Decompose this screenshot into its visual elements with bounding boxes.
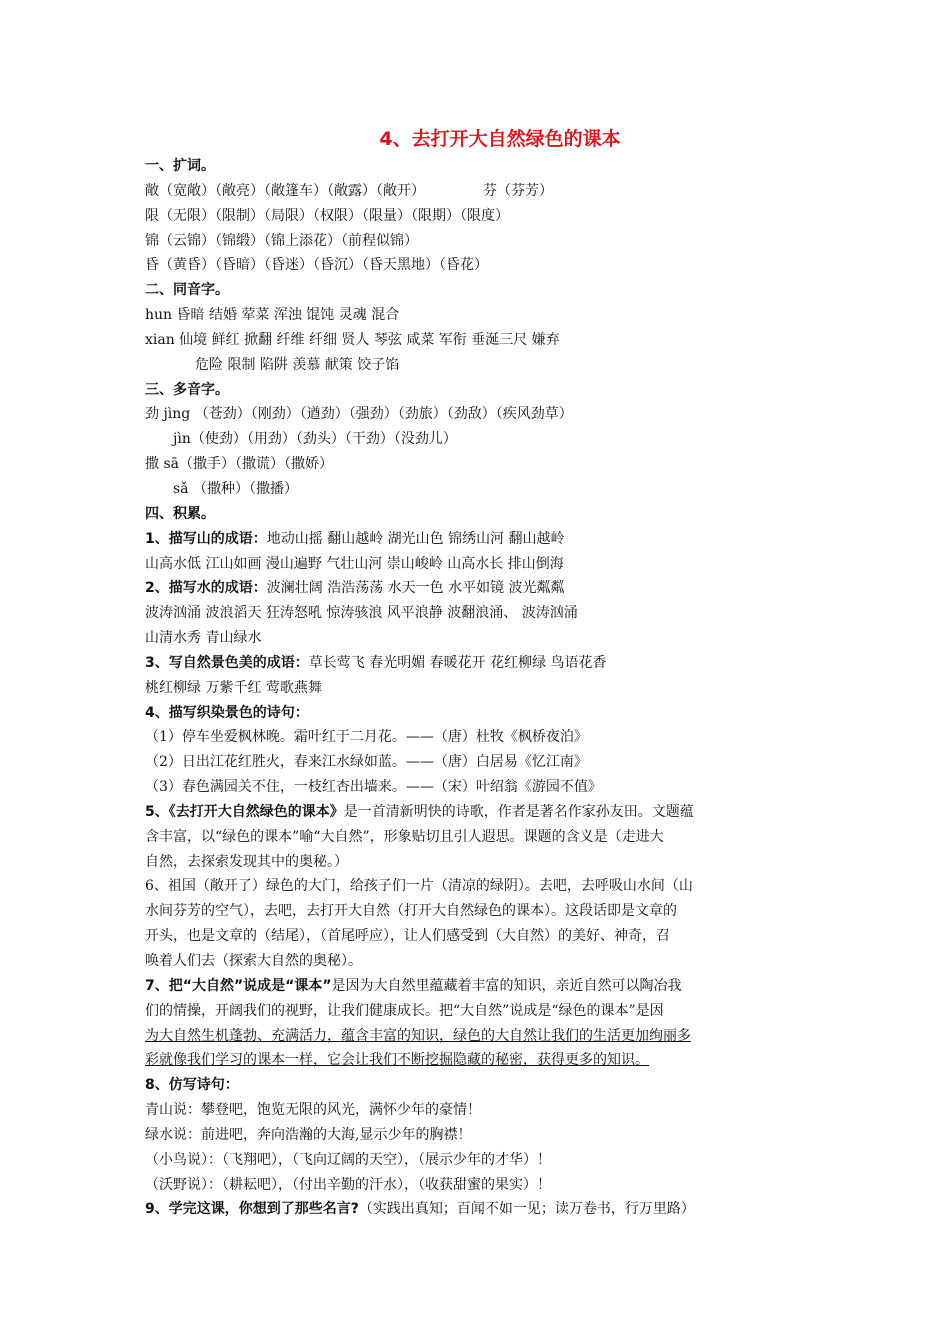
text-line: 5、《去打开大自然绿色的课本》是一首清新明快的诗歌，作者是著名作家孙友田。文题蕴	[145, 803, 694, 820]
text-line: 波涛汹涌 波浪滔天 狂涛怒吼 惊涛骇浪 风平浪静 波翻浪涌、 波涛汹涌	[145, 605, 578, 622]
text-line: 7、把“大自然”说成是“课本”是因为大自然里蕴藏着丰富的知识，亲近自然可以陶冶我	[145, 977, 682, 994]
text-line: 3、写自然景色美的成语：草长莺飞 春光明媚 春暖花开 花红柳绿 鸟语花香	[145, 654, 607, 671]
text-line: 4、描写织染景色的诗句：	[145, 704, 309, 721]
text-line: 敞（宽敞）（敞亮）（敞篷车）（敞露）（敞开） 芬（芬芳）	[145, 182, 553, 199]
text-line: 们的情操，开阔我们的视野，让我们健康成长。把“大自然”说成是“绿色的课本”是因	[145, 1002, 664, 1019]
text-line: 为大自然生机蓬勃、充满活力，蕴含丰富的知识，绿色的大自然让我们的生活更加绚丽多	[145, 1027, 691, 1044]
text-line: 绿水说：前进吧，奔向浩瀚的大海,显示少年的胸襟！	[145, 1126, 472, 1143]
text-line: 桃红柳绿 万紫千红 莺歌燕舞	[145, 679, 322, 696]
text-line: 含丰富，以“绿色的课本”喻“大自然”，形象贴切且引人遐思。课题的含义是（走进大	[145, 828, 664, 845]
text-line: 唤着人们去（探索大自然的奥秘）。	[145, 953, 362, 969]
text-line: （1）停车坐爱枫林晚。霜叶红于二月花。——（唐）杜牧《枫桥夜泊》	[145, 729, 588, 746]
section-heading-4: 四、积累。	[145, 505, 215, 522]
document-title: 4、去打开大自然绿色的课本	[379, 128, 621, 150]
text-line: （沃野说）：（耕耘吧），（付出辛勤的汗水），（收获甜蜜的果实）！	[145, 1176, 551, 1193]
document-page	[145, 124, 815, 1222]
text-line: hun 昏暗 结婚 荤菜 浑浊 馄饨 灵魂 混合	[145, 307, 400, 324]
text-line: 山清水秀 青山绿水	[145, 630, 262, 647]
text-line: 青山说：攀登吧，饱览无限的风光，满怀少年的豪情！	[145, 1102, 481, 1119]
text-line: 1、描写山的成语：地动山摇 翻山越岭 湖光山色 锦绣山河 翻山越岭	[145, 530, 565, 547]
section-heading-1: 一、扩词。	[145, 158, 215, 174]
text-line: 8、仿写诗句：	[145, 1077, 239, 1094]
text-line: （3）春色满园关不住，一枝红杏出墙来。——（宋）叶绍翁《游园不值》	[145, 779, 602, 796]
text-line: xian 仙境 鲜红 掀翻 纤维 纤细 贤人 琴弦 咸菜 军衔 垂涎三尺 嫌弃	[145, 331, 560, 348]
text-line: 自然，去探索发现其中的奥秘。）	[145, 853, 348, 870]
text-line: 彩就像我们学习的课本一样，它会让我们不断挖掘隐藏的秘密，获得更多的知识。	[145, 1052, 649, 1069]
text-line: 9、学完这课，你想到了那些名言?（实践出真知；百闻不如一见；读万卷书，行万里路）	[145, 1201, 695, 1218]
text-line: sǎ （撒种）（撒播）	[173, 480, 298, 497]
text-line: 开头，也是文章的（结尾），（首尾呼应），让人们感受到（大自然）的美好、神奇，召	[145, 928, 670, 945]
text-line: 山高水低 江山如画 漫山遍野 气壮山河 崇山峻岭 山高水长 排山倒海	[145, 555, 564, 572]
text-line: 6、祖国（敞开了）绿色的大门，给孩子们一片（清凉的绿阴）。去吧，去呼吸山水间（山	[145, 878, 693, 895]
text-line: 限（无限）（限制）（局限）（权限）（限量）（限期）（限度）	[145, 207, 509, 224]
text-line: （2）日出江花红胜火，春来江水绿如蓝。——（唐）白居易《忆江南》	[145, 754, 588, 771]
text-line: 水间芬芳的空气），去吧，去打开大自然（打开大自然绿色的课本）。这段话即是文章的	[145, 903, 677, 920]
section-heading-2: 二、同音字。	[145, 282, 229, 299]
text-line: 锦（云锦）（锦缎）（锦上添花）（前程似锦）	[145, 232, 418, 249]
text-line: 昏（黄昏）（昏暗）（昏迷）（昏沉）（昏天黑地）（昏花）	[145, 257, 488, 274]
text-line: jìn（使劲）（用劲）（劲头）（干劲）（没劲儿）	[173, 431, 457, 448]
text-line: 撒 sā（撒手）（撒谎）（撒娇）	[145, 456, 333, 473]
section-heading-3: 三、多音字。	[145, 381, 229, 398]
text-line: 危险 限制 陷阱 羡慕 献策 饺子馅	[195, 356, 400, 373]
text-line: 劲 jìng （苍劲）（刚劲）（遒劲）（强劲）（劲旅）（劲敌）（疾风劲草）	[145, 406, 573, 423]
text-line: 2、描写水的成语：波澜壮阔 浩浩荡荡 水天一色 水平如镜 波光粼粼	[145, 580, 565, 597]
text-line: （小鸟说）：（飞翔吧），（飞向辽阔的天空），（展示少年的才华）！	[145, 1151, 551, 1168]
